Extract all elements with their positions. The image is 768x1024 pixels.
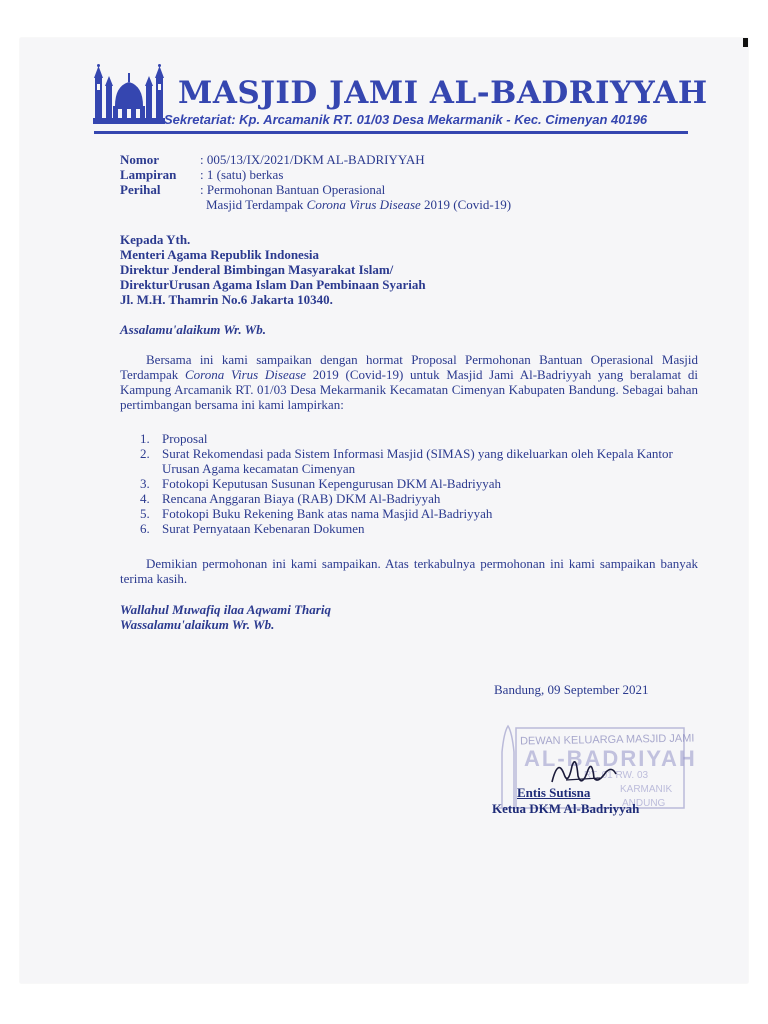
letterhead-rule — [94, 131, 688, 134]
recipient-line: Jl. M.H. Thamrin No.6 Jakarta 10340. — [120, 292, 333, 307]
recipient-line: Menteri Agama Republik Indonesia — [120, 247, 319, 262]
scan-corner-mark — [743, 38, 748, 47]
list-item-text: Surat Pernyataan Kebenaran Dokumen — [162, 521, 365, 536]
closing-prayer-line: Wassalamu'alaikum Wr. Wb. — [120, 617, 275, 632]
attachment-list — [140, 431, 698, 536]
signer-name: Entis Sutisna — [517, 785, 591, 800]
meta-nomor-value: : 005/13/IX/2021/DKM AL-BADRIYYAH — [200, 152, 425, 167]
meta-perihal-continuation — [120, 197, 511, 212]
signer-title: Ketua DKM Al-Badriyyah — [492, 801, 640, 816]
closing-prayer-line: Wallahul Muwafiq ilaa Aqwami Thariq — [120, 602, 331, 617]
perihal-cont-italic: Corona Virus Disease — [306, 197, 421, 212]
list-item-number: 1. — [140, 431, 150, 446]
list-item-number: 2. — [140, 446, 150, 461]
letter-meta — [120, 152, 511, 212]
place-date: Bandung, 09 September 2021 — [494, 682, 649, 697]
meta-perihal-value: : Permohonan Bantuan Operasional — [200, 182, 386, 197]
perihal-cont-pre: Masjid Terdampak — [206, 197, 307, 212]
letterhead-address: Sekretariat: Kp. Arcamanik RT. 01/03 Desa Mekarmanik - Kec. Cimenyan 40196 — [164, 112, 648, 127]
list-item — [140, 521, 698, 536]
list-item-text: Fotokopi Keputusan Susunan Kepengurusan DKM Al-Badriyyah — [162, 476, 502, 491]
list-item — [140, 446, 698, 476]
meta-lampiran — [120, 167, 511, 182]
list-item-number: 6. — [140, 521, 150, 536]
stamp-text: AL-BADRIYAH — [524, 746, 697, 771]
list-item-number: 4. — [140, 491, 150, 506]
list-item — [140, 506, 698, 521]
perihal-cont-post: 2019 (Covid-19) — [420, 197, 512, 212]
body-paragraph — [120, 352, 698, 412]
meta-nomor-label: Nomor — [120, 152, 159, 167]
list-item — [140, 431, 698, 446]
stamp-text: DEWAN KELUARGA MASJID JAMI — [519, 732, 695, 748]
meta-lampiran-label: Lampiran — [120, 167, 177, 182]
recipient-line: Kepada Yth. — [120, 232, 191, 247]
list-item — [140, 491, 698, 506]
letterhead-title: MASJID JAMI AL-BADRIYYAH — [178, 75, 708, 111]
mosque-logo — [93, 64, 165, 126]
list-item-text: Rencana Anggaran Biaya (RAB) DKM Al-Badriyyah — [162, 491, 441, 506]
meta-perihal — [120, 182, 511, 197]
list-item — [140, 476, 698, 491]
body-p1-italic: Corona Virus Disease — [185, 367, 307, 382]
stamp-text: RT. 01 RW. 03 — [584, 770, 649, 781]
list-item-text: Fotokopi Buku Rekening Bank atas nama Masjid Al-Badriyyah — [162, 506, 493, 521]
body-p1-pre: Bersama ini kami sampaikan dengan hormat Proposal Permohonan Bantuan Operasional Masjid Terdampak — [120, 352, 698, 382]
closing-text: Demikian permohonan ini kami sampaikan. Atas terkabulnya permohonan ini kami sampaikan banyak terima kasih. — [120, 556, 698, 586]
list-item-number: 3. — [140, 476, 150, 491]
stamp-text: KARMANIK — [620, 784, 673, 795]
list-item-number: 5. — [140, 506, 150, 521]
meta-lampiran-value: : 1 (satu) berkas — [200, 167, 284, 182]
stamp-text: ANDUNG — [622, 798, 666, 809]
closing-prayer — [120, 602, 331, 632]
recipient-block — [120, 232, 426, 307]
list-item-text: Proposal — [162, 431, 208, 446]
meta-perihal-label: Perihal — [120, 182, 161, 197]
body-p1-post: 2019 (Covid-19) untuk Masjid Jami Al-Badriyyah yang beralamat di Kampung Arcamanik RT. 01/03 Desa Mekarmanik Kecamatan Cimenyan Kabupaten Bandung. Sebagai bahan pertimbangan bersama ini kami lampirkan: — [120, 367, 698, 412]
list-item-text: Surat Rekomendasi pada Sistem Informasi Masjid (SIMAS) yang dikeluarkan oleh Kepala Kantor Urusan Agama kecamatan Cimenyan — [162, 446, 673, 476]
recipient-line: DirekturUrusan Agama Islam Dan Pembinaan Syariah — [120, 277, 426, 292]
meta-nomor — [120, 152, 511, 167]
closing-paragraph — [120, 556, 698, 586]
salutation: Assalamu'alaikum Wr. Wb. — [120, 322, 266, 337]
recipient-line: Direktur Jenderal Bimbingan Masyarakat Islam/ — [120, 262, 394, 277]
